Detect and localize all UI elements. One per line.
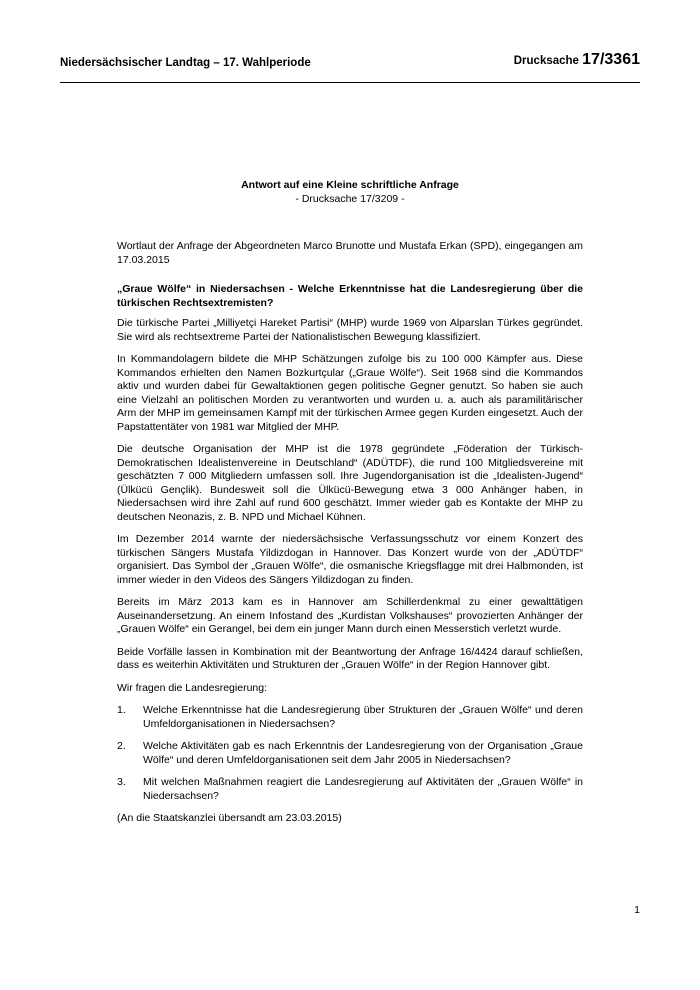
inquiry-heading: „Graue Wölfe“ in Niedersachsen - Welche Erkenntnisse hat die Landesregierung über die türkischen Rechtsextremisten? <box>117 283 583 309</box>
question-item <box>117 740 583 767</box>
body-paragraph: Bereits im März 2013 kam es in Hannover am Schillerdenkmal zu einer gewalttätigen Auseinandersetzung. An einem Infostand des „Kurdistan Volkshauses“ provozierten Anhänger der „Grauen Wölfe“ ein Gerangel, bei dem ein junger Mann durch einen Messerstich verletzt wurde. <box>117 596 583 635</box>
question-item <box>117 704 583 731</box>
question-text: Welche Aktivitäten gab es nach Erkenntnis der Landesregierung von der Organisation „Graue Wölfe“ und deren Umfeldorganisationen seit dem Jahr 2005 in Niedersachsen? <box>143 740 583 766</box>
document-title: Antwort auf eine Kleine schriftliche Anfrage <box>241 179 459 191</box>
question-item <box>117 776 583 803</box>
document-reference: - Drucksache 17/3209 - <box>295 193 405 205</box>
page-number: 1 <box>634 904 640 916</box>
body-paragraph: Im Dezember 2014 warnte der niedersächsische Verfassungsschutz vor einem Konzert des türkischen Sängers Mustafa Yildizdogan in Hannover. Das Konzert wurde von der „ADÜTDF“ organisiert. Das Symbol der „Grauen Wölfe“, die osmanische Kriegsflagge mit drei Halbmonden, ist immer wieder in den Videos des Sängers Yildizdogan zu finden. <box>117 533 583 586</box>
questions-list <box>117 704 583 803</box>
body-paragraph: Die deutsche Organisation der MHP ist die 1978 gegründete „Föderation der Türkisch-Demokratischen Idealistenvereine in Deutschland“ (ADÜTDF), die rund 100 Mitgliedsvereine mit geschätzten 7 000 Mitgliedern umfassen soll. Ihre Jugendorganisation ist die „Idealisten-Jugend“ (Ülkücü Gençlik). Bundesweit soll die Ülkücü-Bewegung etwa 3 000 Anhänger haben, in Niedersachsen wird ihre Zahl auf rund 600 geschätzt. Immer wieder gab es Kontakte der MHP zu deutschen Neonazis, z. B. NPD und Michael Kühnen. <box>117 443 583 523</box>
question-number: 2. <box>117 740 126 752</box>
question-number: 1. <box>117 704 126 716</box>
questions-intro: Wir fragen die Landesregierung: <box>117 681 268 694</box>
question-text: Mit welchen Maßnahmen reagiert die Landesregierung auf Aktivitäten der „Grauen Wölfe“ in Niedersachsen? <box>143 776 583 802</box>
parliament-title: Niedersächsischer Landtag – 17. Wahlperiode <box>60 57 311 69</box>
title-block <box>60 178 640 206</box>
closing-note: (An die Staatskanzlei übersandt am 23.03.2015) <box>117 812 342 824</box>
document-body <box>117 240 583 835</box>
question-number: 3. <box>117 776 126 788</box>
intro-text: Wortlaut der Anfrage der Abgeordneten Marco Brunotte und Mustafa Erkan (SPD), eingegangen am 17.03.2015 <box>117 240 583 266</box>
body-paragraph: Die türkische Partei „Milliyetçi Hareket Partisi“ (MHP) wurde 1969 von Alparslan Türkes gegründet. Sie wird als rechtsextreme Partei der Nationalistischen Bewegung klassifiziert. <box>117 317 583 343</box>
document-number-value: 17/3361 <box>582 51 640 68</box>
document-number-label: Drucksache <box>513 55 583 67</box>
document-number <box>514 51 640 69</box>
body-paragraph: Beide Vorfälle lassen in Kombination mit der Beantwortung der Anfrage 16/4424 darauf schließen, dass es weiterhin Aktivitäten und Strukturen der „Grauen Wölfe“ in der Region Hannover gibt. <box>117 645 583 671</box>
question-text: Welche Erkenntnisse hat die Landesregierung über Strukturen der „Grauen Wölfe“ und deren Umfeldorganisationen in Niedersachsen? <box>143 704 583 730</box>
body-paragraph: In Kommandolagern bildete die MHP Schätzungen zufolge bis zu 100 000 Kämpfer aus. Diese Kommandos erhielten den Namen Bozkurtçular („Graue Wölfe“). Seit 1968 sind die Kommandos aktiv und wurden dabei für Gewaltaktionen gegen politische Gegner genutzt. So haben sie auch eine Vielzahl an politischen Morden zu verantworten und wurden u. a. auch als paramilitärischer Arm der MHP im gemeinsamen Kampf mit der türkischen Armee gegen Kurden eingesetzt. Auch der Papstattentäter von 1981 war Mitglied der MHP. <box>117 353 583 433</box>
page-header <box>60 48 640 83</box>
